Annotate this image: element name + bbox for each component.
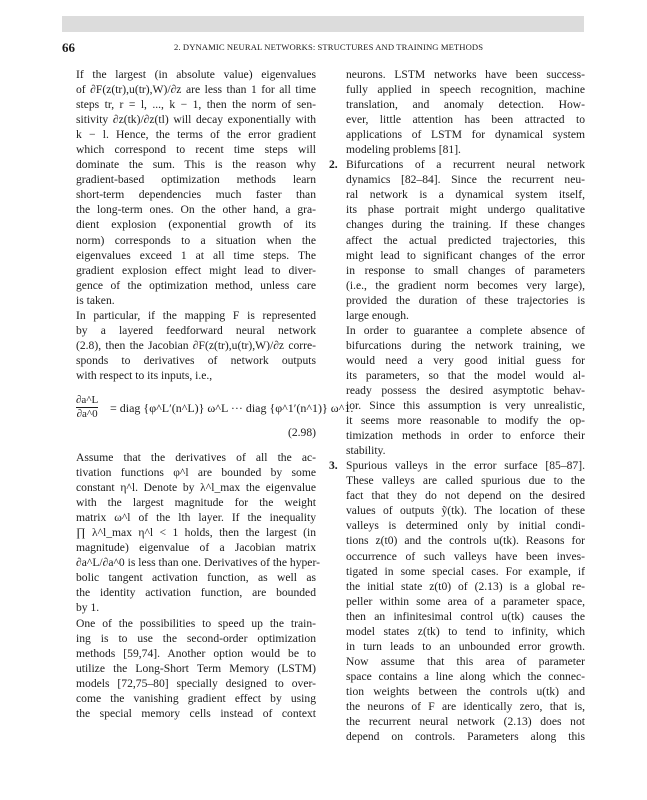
text-line: utilize the Long-Short Term Memory (LSTM) [76,661,316,675]
text-line: tivation functions φ^l are bounded by some [76,466,316,480]
text-line: the identity activation function, are bounded [76,586,316,600]
text-line: applications of LSTM for dynamical system [346,128,585,142]
text-line: large enough. [346,308,409,322]
text-line: These valleys are called spurious due to the [346,474,585,488]
text-line: its parameters, so that the model would al- [346,368,585,382]
text-line: which correspond to recent time steps will [76,143,316,157]
text-line: modeling problems [81]. [346,143,461,157]
text-line: values of outputs ỹ(tk). The location of these [346,504,585,518]
text-line: (2.8), then the Jacobian ∂F(z(tr),u(tr),W)/∂z corre- [76,338,316,352]
text-line: translation, and anomaly detection. How- [346,98,585,112]
list-marker: 2. [329,158,338,172]
right-column [329,67,585,744]
header-bar [62,16,584,32]
right-para-1 [346,67,585,157]
text-line: with respect to its inputs, i.e., [76,368,213,382]
list-item-3 [329,458,585,744]
text-line: ready possess the desired asymptotic behav- [346,383,585,397]
text-line: dient explosion (exponential growth of its [76,218,316,232]
text-line: is taken. [76,293,115,307]
text-line: in response to small changes of parameters [346,263,585,277]
text-line: constant η^l. Denote by λ^l_max the eigenvalue [76,481,316,495]
text-line: bolic tangent activation function, as well as [76,571,316,585]
text-line: would need a very good initial guess for [346,353,585,367]
left-para-4 [76,616,316,721]
left-column-lower [76,450,320,721]
text-line: matrix ω^l of the lth layer. If the inequality [76,511,316,525]
page-number: 66 [62,40,75,55]
text-line: by a layered feedforward neural network [76,323,316,337]
list-item-2 [329,157,585,458]
equation-2-98 [76,392,354,440]
text-line: (i.e., the gradient norm becomes very large), [346,278,585,292]
text-line: models [72,75–80] specially designed to over- [76,676,316,690]
text-line: One of the possibilities to speed up the train- [76,616,316,630]
text-line: occurrence of such valleys have been inves- [346,549,585,563]
left-para-2 [76,308,316,383]
text-line: Spurious valleys in the error surface [85–87]. [346,459,585,473]
text-line: neurons. LSTM networks have been success- [346,68,585,81]
text-line: gradient-based optimization methods learn [76,173,316,187]
text-line: In particular, if the mapping F is represented [76,308,316,322]
text-line: Bifurcations of a recurrent neural network [346,158,585,172]
equation-number: (2.98) [287,426,316,439]
text-line: the special memory cells instead of context [76,706,316,720]
text-line: ral network is a dynamical system itself, [346,188,585,202]
text-line: sitivity ∂z(tk)/∂z(tl) will decay exponentially with [76,113,316,127]
text-line: space contains a line along which the connec- [346,669,585,683]
text-line: Now assume that this area of parameter [346,654,585,668]
left-para-3 [76,450,320,616]
text-line: affect the actual predicted trajectories, this [346,233,585,247]
text-line: short-term dependencies much faster than [76,188,316,202]
text-line: In order to guarantee a complete absence of [346,323,585,337]
equation-lhs-denominator: ∂a^0 [76,408,98,420]
text-line: with the largest magnitude for the weight [76,496,316,510]
list-marker: 3. [329,459,338,473]
text-line: the long-term ones. On the other hand, a gra- [76,203,316,217]
text-line: If the largest (in absolute value) eigenvalues [76,68,316,81]
text-line: dynamics [82–84]. Since the recurrent neu- [346,173,585,187]
text-line: it seems more reasonable to modify the op- [346,414,585,428]
text-line: bifurcations during the network training, we [346,338,585,352]
text-line: stability. [346,444,386,458]
text-line: provided the duration of these trajectories is [346,293,585,307]
text-line: Assume that the derivatives of all the ac- [76,451,316,464]
text-line: in turn leads to an unbounded error growth. [346,639,585,653]
running-head: 2. DYNAMIC NEURAL NETWORKS: STRUCTURES AND TRAINING METHODS [174,42,484,52]
text-line: of ∂F(z(tr),u(tr),W)/∂z are less than 1 for all time [76,83,316,97]
text-line: magnitude) eigenvalue of a Jacobian matrix [76,541,316,555]
text-line: eigenvalues exceed 1 at all time steps. The [76,248,316,262]
equation-rhs: = diag {φ^L′(n^L)} ω^L ··· diag {φ^1′(n^1)} ω^1. [110,401,354,415]
left-para-1 [76,67,316,308]
text-line: fact that they do not depend on the desired [346,489,585,503]
text-line: fully applied in speech recognition, machine [346,83,585,97]
text-line: gradient explosion effect might lead to diver- [76,263,316,277]
text-line: timization methods in order to enforce their [346,429,585,443]
text-line: k − l. Hence, the terms of the error gradient [76,128,316,142]
text-line: ∏ λ^l_max η^l < 1 holds, then the largest (in [76,526,316,540]
text-line: tion weights between the controls u(tk) and [346,684,585,698]
left-column [76,67,316,383]
text-line: steps tr, r = l, ..., k − 1, then the norm of sen- [76,98,316,112]
text-line: ever, little attention has been attracted to [346,113,585,127]
text-line: dominate the sum. This is the reason why [76,158,316,172]
text-line: the recurrent neural network (2.13) does not [346,715,585,729]
text-line: depend on controls. Parameters along this [346,730,585,744]
text-line: ior. Since this assumption is very unrealistic, [346,399,585,413]
text-line: changes during the training. If these changes [346,218,585,232]
text-line: ing is to use the second-order optimization [76,631,316,645]
text-line: tions z(t0) and the controls u(tk). Reasons for [346,534,585,548]
text-line: might lead to significant changes of the error [346,248,585,262]
text-line: tigated in some special cases. For example, if [346,564,585,578]
text-line: its phase portrait might undergo qualitative [346,203,585,217]
text-line: model states z(tk) to tend to infinity, which [346,624,585,638]
text-line: the neurons of F are identically zero, that is, [346,699,585,713]
text-line: norm) corresponds to a situation when the [76,233,316,247]
text-line: methods [59,74]. Another option would be to [76,646,316,660]
equation-lhs [76,394,98,421]
text-line: then an infinitesimal control u(tk) causes the [346,609,585,623]
text-line: valleys is determined only by initial condi- [346,519,585,533]
text-line: sponds to derivatives of network outputs [76,353,316,367]
text-line: by 1. [76,601,100,615]
text-line: the initial state z(t0) of (2.13) is a global re- [346,579,585,593]
text-line: ∂a^L/∂a^0 is less than one. Derivatives of the hyper- [76,556,320,570]
text-line: gence of the optimization method, unless care [76,278,316,292]
text-line: come the vanishing gradient effect by using [76,691,316,705]
text-line: peller within some area of a parameter space, [346,594,585,608]
equation-lhs-numerator: ∂a^L [76,394,99,406]
